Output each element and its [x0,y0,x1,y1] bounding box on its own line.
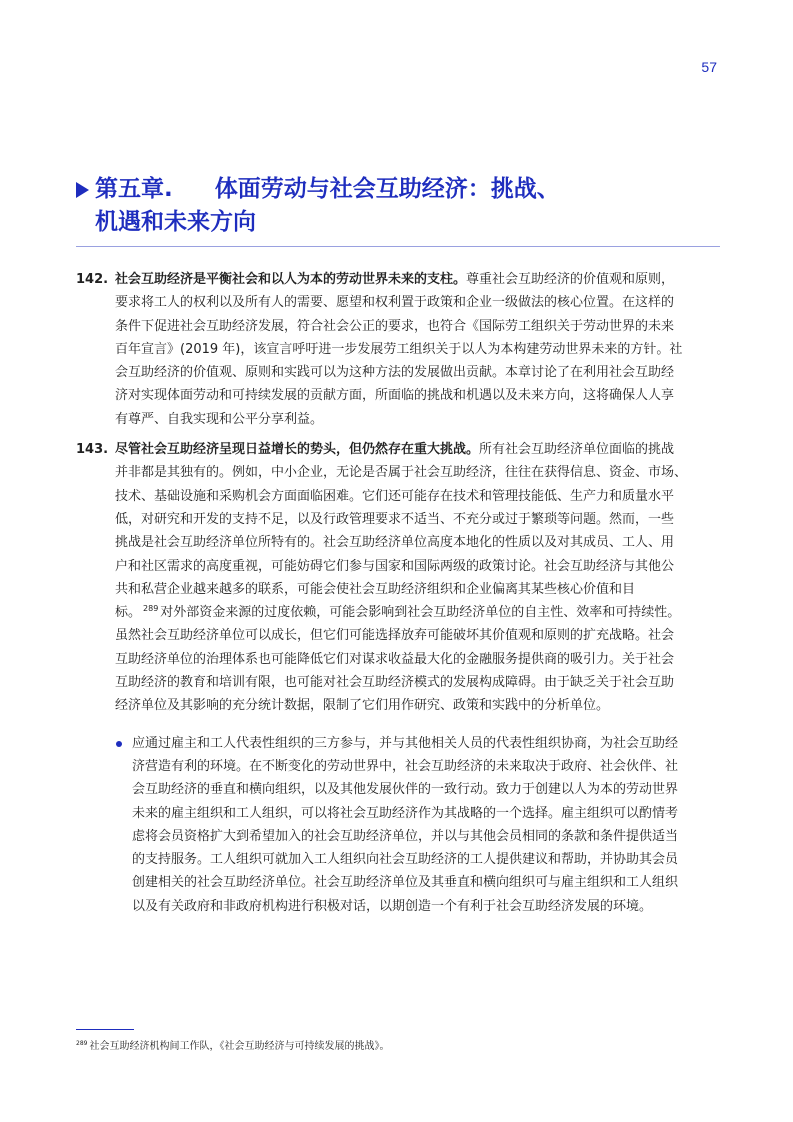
paragraph-line: 条件下促进社会互助经济发展，符合社会公正的要求，也符合《国际劳工组织关于劳动世界的未来 [115,318,675,334]
chapter-title-line-1 [95,173,560,206]
paragraph-lead: 尽管社会互助经济呈现日益增长的势头，但仍然存在重大挑战。 [115,442,480,458]
chapter-title-main: 体面劳动与社会互助经济：挑战、 [214,176,560,202]
paragraph-line: 会互助经济的价值观、原则和实践可以为这种方法的发展做出贡献。本章讨论了在利用社会互助经 [115,365,675,381]
paragraph-line: 挑战是社会互助经济单位所特有的。社会互助经济单位高度本地化的性质以及对其成员、工人、用 [115,535,675,551]
paragraph-body [115,438,724,718]
bullet-line: 创建相关的社会互助经济单位。社会互助经济单位及其垂直和横向组织可与雇主组织和工人组织 [132,875,679,891]
paragraph-line: 济对实现体面劳动和可持续发展的贡献方面，所面临的挑战和机遇以及未来方向，这将确保人人享 [115,388,675,404]
paragraph-line: 技术、基础设施和采购机会方面面临困难。它们还可能存在技术和管理技能低、生产力和质量水平 [115,488,675,504]
footnote-reference[interactable]: 289 [143,603,159,613]
paragraph-line: 互助经济的教育和培训有限，也可能对社会互助经济模式的发展构成障碍。由于缺乏关于社会互助 [115,675,675,691]
paragraph-line: 户和社区需求的高度重视，可能妨碍它们参与国家和国际两级的政策讨论。社会互助经济与其他公 [115,558,675,574]
bullet-line: 以及有关政府和非政府机构进行积极对话，以期创造一个有利于社会互助经济发展的环境。 [132,898,653,914]
paragraph-line: 有尊严、自我实现和公平分享利益。 [115,411,324,427]
paragraph-line [115,601,724,624]
paragraph-first-rest: 尊重社会互助经济的价值观和原则， [466,272,675,287]
chapter-title-text [95,173,560,239]
bullet-line: 虑将会员资格扩大到希望加入的社会互助经济单位，并以与其他会员相同的条款和条件提供适当 [132,828,679,844]
paragraph-line [115,438,724,461]
chapter-label: 第五章. [95,176,173,202]
paragraph-first-rest: 所有社会互助经济单位面临的挑战 [479,442,675,458]
paragraph-line: 并非都是其独有的。例如，中小企业，无论是否属于社会互助经济，往往在获得信息、资金、市场、 [115,465,688,481]
bullet-body [132,732,724,918]
paragraph-line [115,268,724,291]
footnote-divider [76,1029,134,1030]
page-number: 57 [701,59,717,75]
paragraph-number: 142. [76,272,109,287]
paragraph-body [115,268,724,431]
paragraph-line: 低，对研究和开发的支持不足，以及行政管理要求不适当、不充分或过于繁琐等问题。然而，一些 [115,511,675,527]
paragraph-line: 共和私营企业越来越多的联系，可能会使社会互助经济组织和企业偏离其某些核心价值和目 [115,581,636,597]
paragraph-143 [76,438,724,718]
bullet-icon [116,741,122,747]
paragraph-line: 百年宣言》(2019 年)，该宣言呼吁进一步发展劳工组织关于以人为本构建劳动世界未来的方针。社 [115,341,683,357]
bullet-item [115,732,724,918]
paragraph-lead: 社会互助经济是平衡社会和以人为本的劳动世界未来的支柱。 [115,272,467,287]
chapter-title-line-2: 机遇和未来方向 [95,209,256,235]
bullet-line: 的支持服务。工人组织可就加入工人组织向社会互助经济的工人提供建议和帮助，并协助其会员 [132,852,679,868]
chapter-header [76,173,720,247]
paragraph-line: 经济单位及其影响的充分统计数据，限制了它们用作研究、政策和实践中的分析单位。 [115,698,610,714]
footnote-line-before: 标。 [115,605,142,621]
paragraph-line: 虽然社会互助经济单位可以成长，但它们可能选择放弃可能破坏其价值观和原则的扩充战略。社会 [115,628,675,644]
bullet-line: 应通过雇主和工人代表性组织的三方参与，并与其他相关人员的代表性组织协商，为社会互助经 [132,735,679,751]
title-divider [76,246,720,247]
bullet-line: 未来的雇主组织和工人组织，可以将社会互助经济作为其战略的一个选择。雇主组织可以酌情考 [132,805,679,821]
triangle-icon [76,182,89,198]
paragraph-line: 要求将工人的权利以及所有人的需要、愿望和权利置于政策和企业一级做法的核心位置。在这样的 [115,295,675,311]
paragraph-line: 互助经济单位的治理体系也可能降低它们对谋求收益最大化的金融服务提供商的吸引力。关于社会 [115,651,675,667]
paragraph-142 [76,268,724,431]
paragraph-number: 143. [76,442,109,458]
chapter-title [76,173,720,239]
bullet-line: 会互助经济的垂直和横向组织，以及其他发展伙伴的一致行动。致力于创建以人为本的劳动世界 [132,782,679,798]
bullet-line: 济营造有利的环境。在不断变化的劳动世界中，社会互助经济的未来取决于政府、社会伙伴、社 [132,758,679,774]
body-content [76,268,724,918]
footnote-text: 社会互助经济机构间工作队，《社会互助经济与可持续发展的挑战》。 [89,1041,390,1052]
footnote [76,1040,389,1054]
footnote-line-after: 对外部资金来源的过度依赖，可能会影响到社会互助经济单位的自主性、效率和可持续性。 [160,605,681,621]
footnote-number: 289 [76,1039,88,1047]
